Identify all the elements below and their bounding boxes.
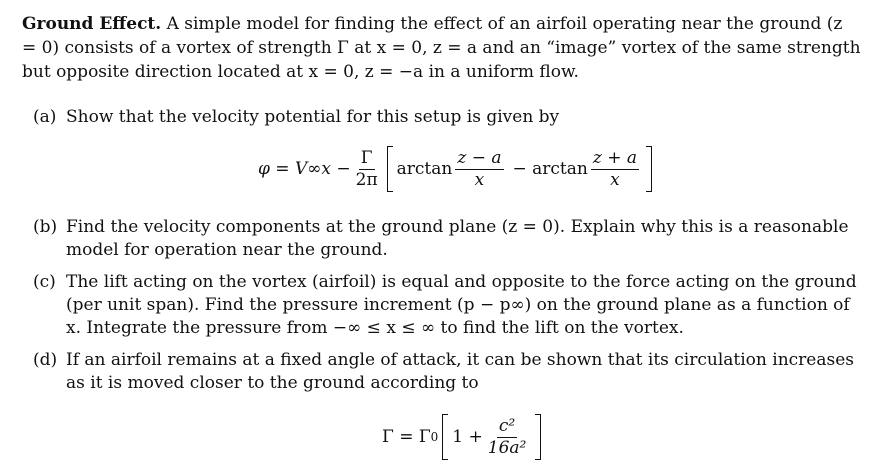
arctan-label-1: arctan bbox=[396, 159, 453, 179]
part-a bbox=[33, 106, 863, 129]
part-c bbox=[33, 271, 863, 340]
arctan-fraction-1 bbox=[455, 149, 503, 190]
part-a-label: (a) bbox=[33, 107, 57, 127]
part-c-text: The lift acting on the vortex (airfoil) is equal and opposite to the force acting on the ground (per unit span). Find the pressure increment (p − p∞) on the ground plane as a function of x. Integrate the pressure from −∞ ≤ x ≤ ∞ to find the lift on the vortex. bbox=[66, 272, 857, 338]
equation-d-subscript: 0 bbox=[430, 430, 439, 444]
gamma-over-2pi bbox=[354, 149, 380, 190]
circulation-equation bbox=[382, 414, 545, 460]
part-b bbox=[33, 216, 863, 262]
c2-over-16a2 bbox=[486, 417, 529, 458]
right-bracket bbox=[646, 146, 652, 192]
fraction-1-denominator: x bbox=[474, 169, 485, 190]
arctan-label-2: − arctan bbox=[512, 159, 588, 179]
gamma-numerator: Γ bbox=[360, 147, 373, 168]
two-pi-denominator: 2π bbox=[355, 169, 378, 190]
part-d-text: If an airfoil remains at a fixed angle of attack, it can be shown that its circulation increases as it is moved closer to the ground according to bbox=[66, 350, 855, 393]
part-a-text: Show that the velocity potential for this setup is given by bbox=[66, 107, 560, 127]
left-bracket bbox=[387, 146, 393, 192]
part-b-text: Find the velocity components at the ground plane (z = 0). Explain why this is a reasonable model for operation near the ground. bbox=[66, 217, 849, 260]
fraction-1-numerator: z − a bbox=[457, 147, 502, 168]
problem-intro-text: A simple model for finding the effect of an airfoil operating near the ground (z = 0) consists of a vortex of strength Γ at x = 0, z = a and an “image” vortex of the same strength but opposite direction located at x = 0, z = −a in a uniform flow. bbox=[22, 14, 861, 82]
velocity-potential-equation bbox=[258, 146, 656, 192]
equation-a-lhs: φ = V∞x − bbox=[258, 159, 351, 179]
equation-d-lhs: Γ = Γ bbox=[382, 427, 431, 447]
arctan-fraction-2 bbox=[591, 149, 639, 190]
fraction-2-numerator: z + a bbox=[592, 147, 638, 168]
problem-title: Ground Effect. bbox=[22, 14, 162, 34]
part-b-label: (b) bbox=[33, 217, 58, 237]
part-d-label: (d) bbox=[33, 350, 58, 370]
part-d bbox=[33, 349, 863, 395]
one-plus: 1 + bbox=[452, 427, 483, 447]
right-bracket-d bbox=[535, 414, 541, 460]
problem-intro bbox=[22, 12, 862, 84]
c-squared-numerator: c² bbox=[498, 415, 516, 436]
sixteen-a-squared-denominator: 16a² bbox=[487, 437, 527, 458]
part-c-label: (c) bbox=[33, 272, 56, 292]
left-bracket-d bbox=[442, 414, 448, 460]
fraction-2-denominator: x bbox=[610, 169, 620, 190]
